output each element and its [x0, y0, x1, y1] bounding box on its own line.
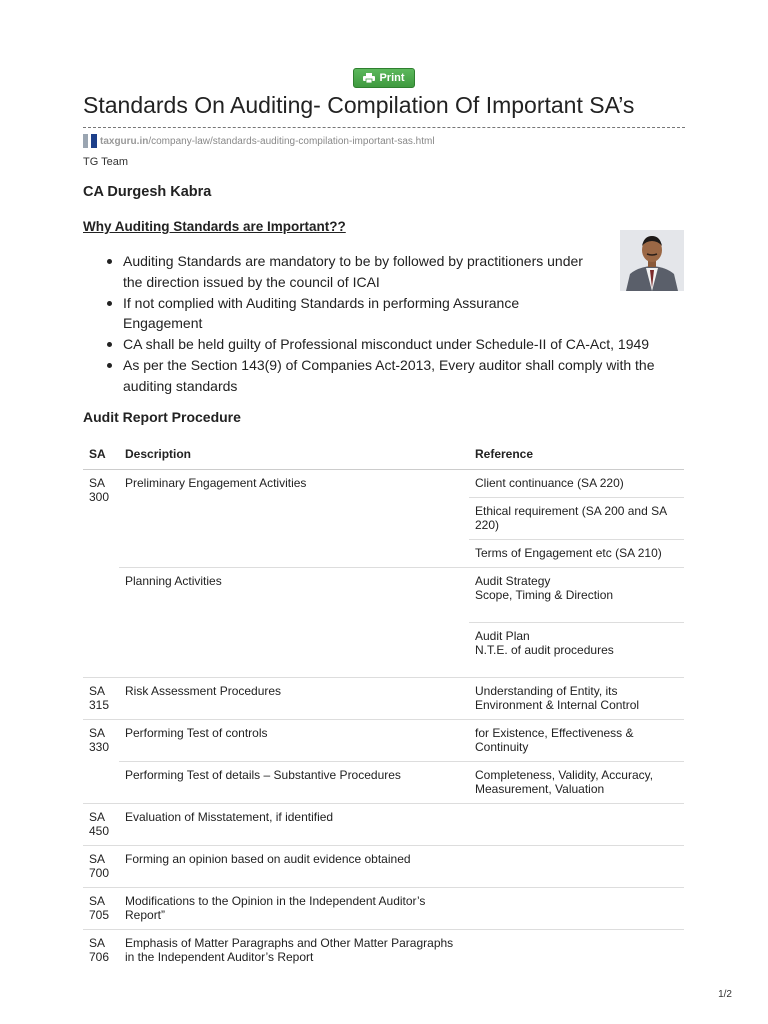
- reference-cell: [469, 930, 684, 972]
- reference-cell: [469, 846, 684, 888]
- table-row: [83, 762, 684, 804]
- description-cell: Performing Test of details – Substantive Procedures: [119, 762, 469, 804]
- table-row: [83, 568, 684, 623]
- reference-cell: Terms of Engagement etc (SA 210): [469, 540, 684, 568]
- source-domain: taxguru.in: [100, 135, 149, 147]
- sa-number: SA 700: [83, 846, 119, 888]
- description-cell: Planning Activities: [119, 568, 469, 678]
- reference-line: Audit Strategy: [475, 574, 551, 588]
- section-question: Why Auditing Standards are Important??: [83, 219, 346, 234]
- description-cell: Modifications to the Opinion in the Independent Auditor’s Report”: [119, 888, 469, 930]
- reference-line: Scope, Timing & Direction: [475, 588, 614, 602]
- sa-number: SA 705: [83, 888, 119, 930]
- reference-cell: [469, 623, 684, 678]
- table-row: [83, 720, 684, 762]
- page-number: 1/2: [718, 989, 732, 1000]
- description-cell: Emphasis of Matter Paragraphs and Other Matter Paragraphs in the Independent Auditor’s Report: [125, 936, 454, 964]
- section-title: Audit Report Procedure: [83, 409, 241, 425]
- title-divider: [83, 127, 685, 128]
- table-header-row: [83, 442, 684, 470]
- reference-cell: Completeness, Validity, Accuracy, Measurement, Valuation: [469, 762, 684, 804]
- source-path: /company-law/standards-auditing-compilation-important-sas.html: [148, 135, 435, 147]
- importance-list: [105, 251, 695, 397]
- page-title: Standards On Auditing- Compilation Of Important SA’s: [83, 92, 635, 118]
- sa-number: SA 706: [89, 936, 110, 964]
- sa-number: [83, 568, 119, 678]
- author-name: CA Durgesh Kabra: [83, 184, 212, 200]
- table-row: [83, 930, 684, 972]
- table-row: [83, 888, 684, 930]
- source-link[interactable]: [83, 133, 435, 149]
- reference-cell: Client continuance (SA 220): [469, 470, 684, 498]
- table-row: [83, 678, 684, 720]
- printer-icon: [363, 73, 375, 83]
- site-logo-bar-dark: [91, 134, 97, 148]
- column-header-description: Description: [119, 442, 469, 470]
- sa-number: SA 330: [89, 726, 110, 754]
- table-row: [83, 804, 684, 846]
- sa-number: SA 300: [89, 476, 110, 504]
- reference-cell: Ethical requirement (SA 200 and SA 220): [469, 498, 684, 540]
- description-cell: Preliminary Engagement Activities: [125, 476, 307, 490]
- sa-number: SA 315: [83, 678, 119, 720]
- list-item: As per the Section 143(9) of Companies Act-2013, Every auditor shall comply with the auditing standards: [105, 355, 695, 397]
- list-item: Auditing Standards are mandatory to be by followed by practitioners under the direction issued by the council of ICAI: [105, 251, 585, 293]
- reference-cell: Understanding of Entity, its Environment & Internal Control: [469, 678, 684, 720]
- list-item: If not complied with Auditing Standards in performing Assurance Engagement: [105, 293, 555, 335]
- description-cell: Performing Test of controls: [119, 720, 469, 762]
- table-row: [83, 846, 684, 888]
- column-header-reference: Reference: [469, 442, 684, 470]
- description-cell: Evaluation of Misstatement, if identified: [119, 804, 469, 846]
- sa-number: SA 450: [83, 804, 119, 846]
- audit-procedure-table: [83, 442, 684, 971]
- column-header-sa: SA: [83, 442, 119, 470]
- team-label: TG Team: [83, 156, 129, 168]
- reference-cell: for Existence, Effectiveness & Continuity: [469, 720, 684, 762]
- description-cell: Risk Assessment Procedures: [119, 678, 469, 720]
- reference-cell: [469, 568, 684, 623]
- table-row: [83, 470, 684, 498]
- reference-line: Audit Plan: [475, 629, 530, 643]
- description-cell: Forming an opinion based on audit evidence obtained: [119, 846, 469, 888]
- reference-line: N.T.E. of audit procedures: [475, 643, 614, 657]
- list-item: CA shall be held guilty of Professional misconduct under Schedule-II of CA-Act, 1949: [105, 334, 695, 355]
- print-button[interactable]: [353, 68, 415, 88]
- print-label: Print: [379, 72, 405, 84]
- reference-cell: [469, 888, 684, 930]
- site-logo-bar-light: [83, 134, 88, 148]
- reference-cell: [469, 804, 684, 846]
